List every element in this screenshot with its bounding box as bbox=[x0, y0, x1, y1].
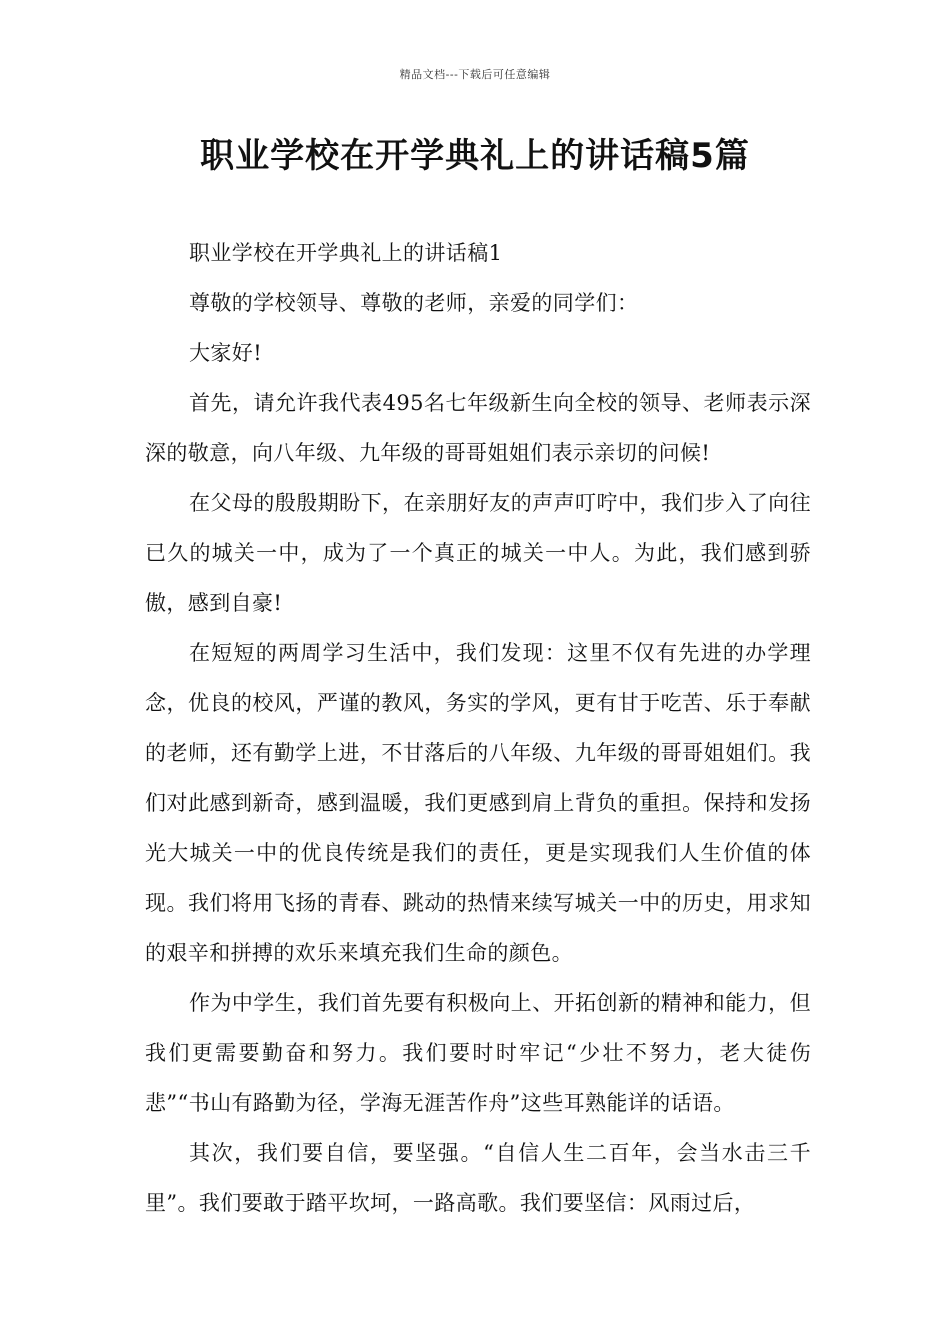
paragraph: 在短短的两周学习生活中，我们发现：这里不仅有先进的办学理念，优良的校风，严谨的教风，务实的学风，更有甘于吃苦、乐于奉献的老师，还有勤学上进，不甘落后的八年级、九年级的哥哥姐姐们。我们对此感到新奇，感到温暖，我们更感到肩上背负的重担。保持和发扬光大城关一中的优良传统是我们的责任，更是实现我们人生价值的体现。我们将用飞扬的青春、跳动的热情来续写城关一中的历史，用求知的艰辛和拼搏的欢乐来填充我们生命的颜色。 bbox=[145, 641, 811, 965]
paragraph-subtitle: 职业学校在开学典礼上的讲话稿1 bbox=[189, 241, 503, 265]
paragraph-salutation: 尊敬的学校领导、尊敬的老师，亲爱的同学们： bbox=[189, 291, 639, 315]
paragraph: 作为中学生，我们首先要有积极向上、开拓创新的精神和能力，但我们更需要勤奋和努力。我们要时时牢记“少壮不努力，老大徒伤悲”“书山有路勤为径，学海无涯苦作舟”这些耳熟能详的话语。 bbox=[145, 991, 811, 1115]
document-title: 职业学校在开学典礼上的讲话稿5篇 bbox=[200, 136, 750, 176]
document-body bbox=[145, 228, 811, 1228]
paragraph-greeting: 大家好! bbox=[189, 341, 263, 365]
paragraph: 其次，我们要自信，要坚强。“自信人生二百年，会当水击三千里”。我们要敢于踏平坎坷，一路高歌。我们要坚信：风雨过后， bbox=[145, 1141, 811, 1215]
paragraph: 首先，请允许我代表495名七年级新生向全校的领导、老师表示深深的敬意，向八年级、九年级的哥哥姐姐们表示亲切的问候! bbox=[145, 391, 811, 465]
paragraph: 在父母的殷殷期盼下，在亲朋好友的声声叮咛中，我们步入了向往已久的城关一中，成为了一个真正的城关一中人。为此，我们感到骄傲，感到自豪! bbox=[145, 491, 811, 615]
header-note: 精品文档---下载后可任意编辑 bbox=[399, 68, 551, 81]
